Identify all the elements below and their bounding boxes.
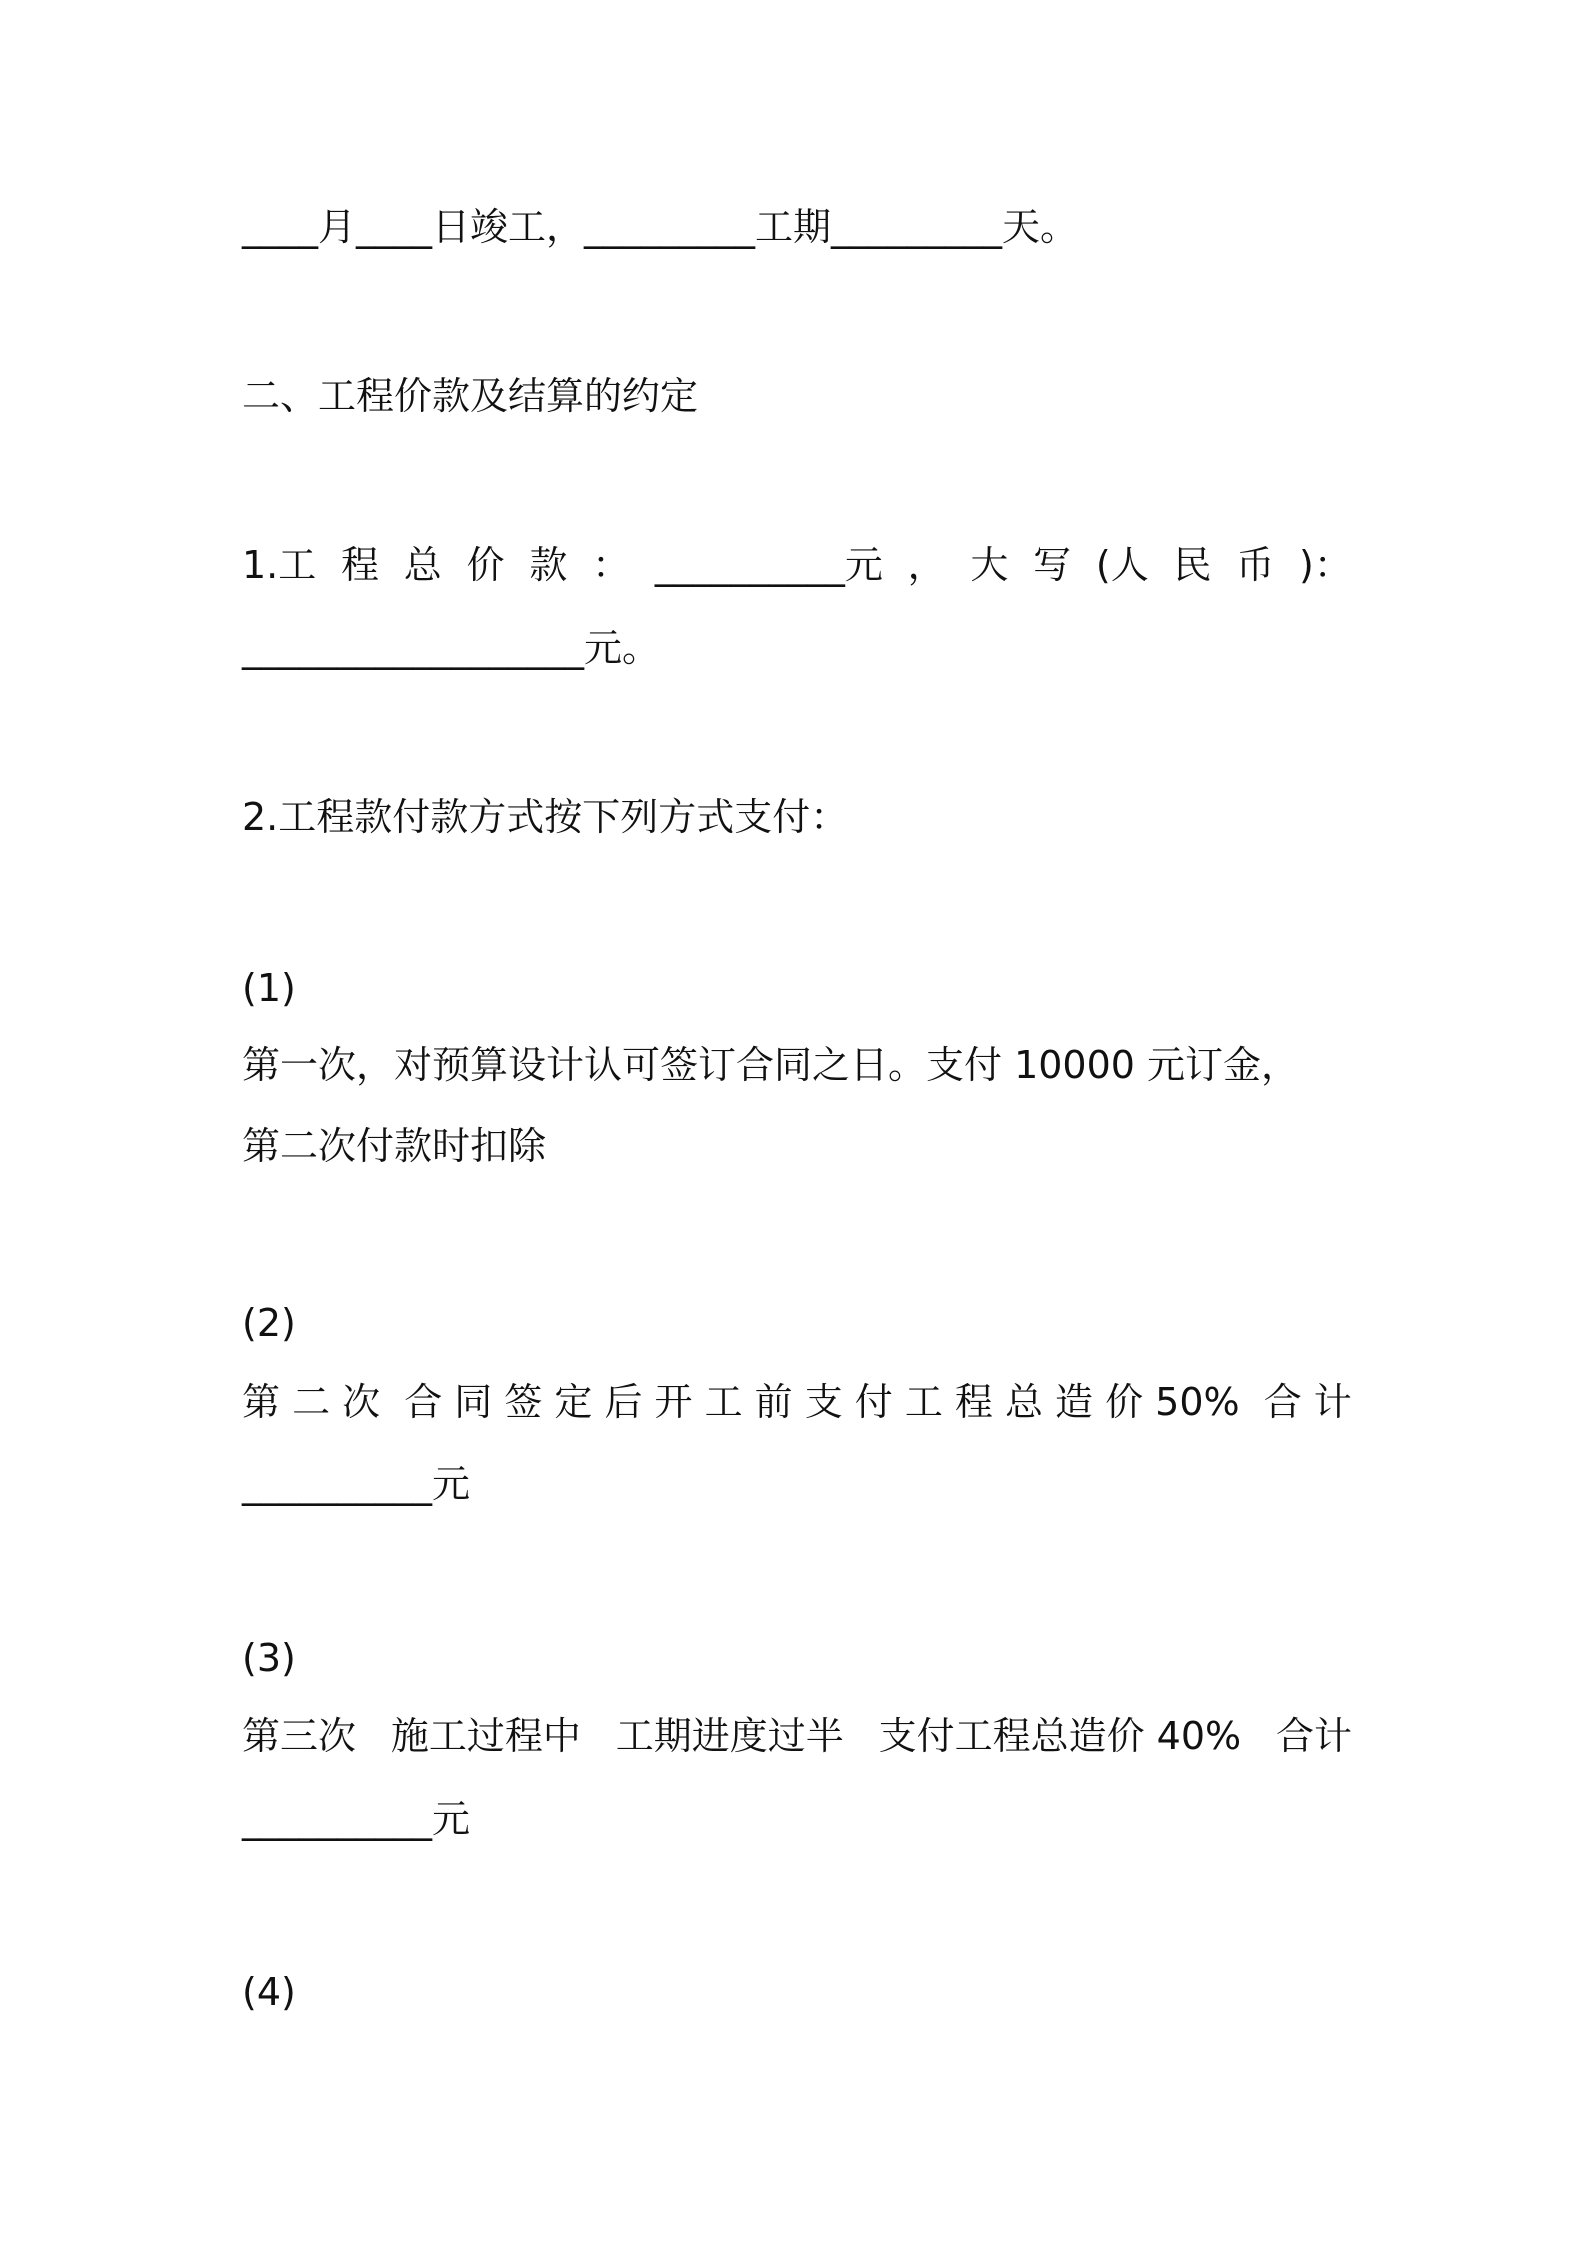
completion-date-line: ____月____日竣工，_________工期_________天。 (242, 205, 1079, 249)
section-2-heading: 二、工程价款及结算的约定 (242, 374, 699, 418)
payment-4-label: (4) (242, 1970, 296, 2014)
total-price-line: 1.工 程 总 价 款 ： __________元 ， 大 写 (人 民 币 )： (242, 543, 1352, 587)
payment-method-heading: 2.工程款付款方式按下列方式支付： (242, 795, 849, 839)
total-price-uppercase-line: __________________元。 (242, 626, 661, 670)
payment-2-text-cont: __________元 (242, 1462, 471, 1506)
payment-1-label: (1) (242, 966, 296, 1010)
payment-2-label: (2) (242, 1301, 296, 1345)
payment-3-label: (3) (242, 1636, 296, 1680)
payment-3-text-cont: __________元 (242, 1797, 471, 1841)
payment-3-text: 第三次 施工过程中 工期进度过半 支付工程总造价 40% 合计 (242, 1714, 1352, 1758)
payment-2-text: 第 二 次 合 同 签 定 后 开 工 前 支 付 工 程 总 造 价 50% 合 计 (242, 1380, 1352, 1424)
payment-1-text-cont: 第二次付款时扣除 (242, 1124, 547, 1168)
payment-1-text: 第一次，对预算设计认可签订合同之日。支付 10000 元订金， (242, 1043, 1300, 1087)
